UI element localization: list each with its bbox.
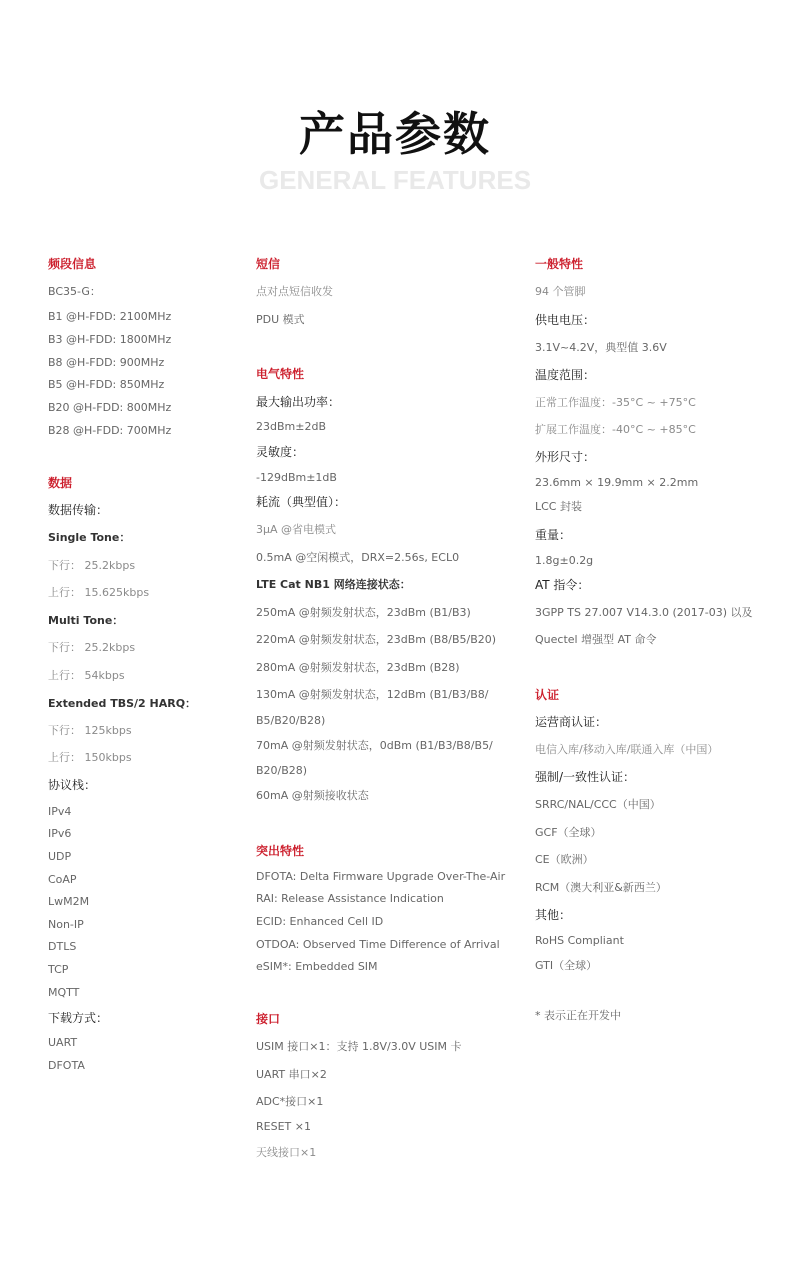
single-tone-down: 下行： 25.2kbps xyxy=(48,559,136,572)
mandatory-item: GCF（全球） xyxy=(535,826,602,839)
sensitivity-label: 灵敏度： xyxy=(256,445,305,459)
interface-item: USIM 接口×1：支持 1.8V/3.0V USIM 卡 xyxy=(256,1040,462,1053)
lte-item: B20/B28) xyxy=(256,764,308,777)
band-item: B28 @H-FDD: 700MHz xyxy=(48,424,172,437)
at-label: AT 指令： xyxy=(535,578,590,592)
feature-item: ECID: Enhanced Cell ID xyxy=(256,915,384,928)
at-value: 3GPP TS 27.007 V14.3.0 (2017-03) 以及 xyxy=(535,606,753,619)
band-item: B20 @H-FDD: 800MHz xyxy=(48,401,172,414)
interface-item: 天线接口×1 xyxy=(256,1146,317,1159)
other-item: RoHS Compliant xyxy=(535,934,624,947)
section-heading-band: 频段信息 xyxy=(48,257,97,271)
protocol-item: LwM2M xyxy=(48,895,90,908)
band-item: B5 @H-FDD: 850MHz xyxy=(48,378,165,391)
operator-value: 电信入库/移动入库/联通入库（中国） xyxy=(535,743,719,756)
section-heading-general: 一般特性 xyxy=(535,257,584,271)
weight-label: 重量： xyxy=(535,528,572,542)
feature-item: RAI: Release Assistance Indication xyxy=(256,892,444,905)
lte-item: B5/B20/B28) xyxy=(256,714,326,727)
at-value: Quectel 增强型 AT 命令 xyxy=(535,633,657,646)
multi-tone-up: 上行： 54kbps xyxy=(48,669,125,682)
feature-item: DFOTA: Delta Firmware Upgrade Over-The-Air xyxy=(256,870,506,883)
protocol-label: 协议栈： xyxy=(48,778,97,792)
max-power-value: 23dBm±2dB xyxy=(256,420,326,433)
section-heading-data: 数据 xyxy=(48,476,73,490)
download-label: 下载方式： xyxy=(48,1011,109,1025)
other-label: 其他： xyxy=(535,908,572,922)
feature-item: OTDOA: Observed Time Difference of Arrival xyxy=(256,938,500,951)
lte-item: 280mA @射频发射状态，23dBm (B28) xyxy=(256,661,460,674)
single-tone-up: 上行： 15.625kbps xyxy=(48,586,150,599)
size-label: 外形尺寸： xyxy=(535,450,596,464)
protocol-item: Non-IP xyxy=(48,918,84,931)
protocol-item: IPv6 xyxy=(48,827,72,840)
lte-item: 130mA @射频发射状态，12dBm (B1/B3/B8/ xyxy=(256,688,489,701)
lte-item: 70mA @射频发射状态，0dBm (B1/B3/B8/B5/ xyxy=(256,739,493,752)
band-item: B3 @H-FDD: 1800MHz xyxy=(48,333,172,346)
lte-item: 250mA @射频发射状态，23dBm (B1/B3) xyxy=(256,606,471,619)
lte-label: LTE Cat NB1 网络连接状态： xyxy=(256,578,411,591)
sensitivity-value: -129dBm±1dB xyxy=(256,471,337,484)
mandatory-label: 强制/一致性认证： xyxy=(535,770,636,784)
sms-item: PDU 模式 xyxy=(256,313,305,326)
extended-tbs-label: Extended TBS/2 HARQ： xyxy=(48,697,197,710)
download-item: UART xyxy=(48,1036,78,1049)
weight-value: 1.8g±0.2g xyxy=(535,554,594,567)
pins-value: 94 个管脚 xyxy=(535,285,586,298)
extended-down: 下行： 125kbps xyxy=(48,724,132,737)
protocol-item: TCP xyxy=(48,963,69,976)
mandatory-item: CE（欧洲） xyxy=(535,853,594,866)
voltage-value: 3.1V~4.2V，典型值 3.6V xyxy=(535,341,667,354)
section-heading-features: 突出特性 xyxy=(256,844,305,858)
max-power-label: 最大输出功率： xyxy=(256,395,341,409)
feature-item: eSIM*: Embedded SIM xyxy=(256,960,378,973)
section-heading-interface: 接口 xyxy=(256,1012,281,1026)
size-value: 23.6mm × 19.9mm × 2.2mm xyxy=(535,476,699,489)
current-label: 耗流（典型值）： xyxy=(256,495,347,509)
protocol-item: UDP xyxy=(48,850,72,863)
band-item: B1 @H-FDD: 2100MHz xyxy=(48,310,172,323)
lte-item: 220mA @射频发射状态，23dBm (B8/B5/B20) xyxy=(256,633,497,646)
data-transfer-label: 数据传输： xyxy=(48,503,109,517)
page-title: 产品参数 xyxy=(299,107,491,161)
temp-extended: 扩展工作温度：-40°C ~ +85°C xyxy=(535,423,696,436)
current-idle: 0.5mA @空闲模式，DRX=2.56s, ECL0 xyxy=(256,551,460,564)
protocol-item: IPv4 xyxy=(48,805,72,818)
protocol-item: MQTT xyxy=(48,986,80,999)
download-item: DFOTA xyxy=(48,1059,85,1072)
other-item: GTI（全球） xyxy=(535,959,598,972)
protocol-item: CoAP xyxy=(48,873,77,886)
sms-item: 点对点短信收发 xyxy=(256,285,333,298)
interface-item: RESET ×1 xyxy=(256,1120,311,1133)
temp-label: 温度范围： xyxy=(535,368,596,382)
protocol-item: DTLS xyxy=(48,940,77,953)
section-heading-electrical: 电气特性 xyxy=(256,367,305,381)
lte-item: 60mA @射频接收状态 xyxy=(256,789,369,802)
multi-tone-down: 下行： 25.2kbps xyxy=(48,641,136,654)
section-heading-sms: 短信 xyxy=(256,257,281,271)
voltage-label: 供电电压： xyxy=(535,313,596,327)
multi-tone-label: Multi Tone： xyxy=(48,614,124,627)
package-value: LCC 封装 xyxy=(535,500,582,513)
section-heading-cert: 认证 xyxy=(535,688,560,702)
band-item: B8 @H-FDD: 900MHz xyxy=(48,356,165,369)
development-note: * 表示正在开发中 xyxy=(535,1009,621,1022)
mandatory-item: RCM（澳大利亚&新西兰） xyxy=(535,881,667,894)
operator-label: 运营商认证： xyxy=(535,715,608,729)
current-psm: 3μA @省电模式 xyxy=(256,523,337,536)
mandatory-item: SRRC/NAL/CCC（中国） xyxy=(535,798,661,811)
single-tone-label: Single Tone： xyxy=(48,531,131,544)
temp-normal: 正常工作温度：-35°C ~ +75°C xyxy=(535,396,696,409)
band-item: BC35-G： xyxy=(48,285,101,298)
interface-item: UART 串口×2 xyxy=(256,1068,327,1081)
interface-item: ADC*接口×1 xyxy=(256,1095,324,1108)
page-subtitle: GENERAL FEATURES xyxy=(258,165,532,195)
extended-up: 上行： 150kbps xyxy=(48,751,132,764)
